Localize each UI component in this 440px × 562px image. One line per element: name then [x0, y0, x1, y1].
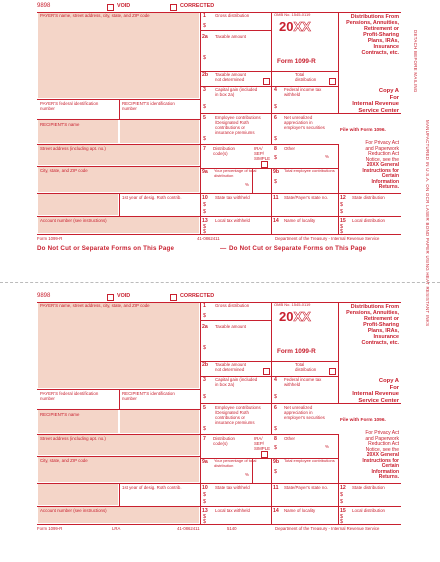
box8-label: Other — [284, 146, 295, 151]
payer-name-label: PAYER'S name, street address, city, state, and ZIP code — [40, 303, 150, 308]
box10-label: State tax withheld — [215, 485, 250, 490]
corrected-checkbox[interactable] — [170, 4, 177, 11]
roth-year-label: 1st year of desig. Roth contrib. — [122, 485, 182, 490]
ira-checkbox[interactable] — [261, 161, 268, 168]
void-checkbox[interactable] — [107, 4, 114, 11]
dept-treasury: Department of the Treasury - Internal Revenue Service — [275, 526, 380, 531]
copy-label: Copy A For Internal Revenue Service Center — [352, 88, 399, 114]
form-title: Distributions From Pensions, Annuities, Retirement or Profit-Sharing Plans, IRAs, Insurance Contracts, etc. — [346, 304, 399, 346]
payer-tin-label: PAYER'S federal identification number — [40, 391, 99, 401]
manufactured-note: MANUFACTURED IN U.S.A. ON OCR LASER BOND PAPER USING HEAT RESISTANT INKS — [425, 120, 430, 327]
city-state-zip-label: City, state, and ZIP code — [40, 458, 88, 463]
box3-label: Capital gain (included in box 2a) — [215, 87, 258, 97]
box10-label: State tax withheld — [215, 195, 250, 200]
box15-label: Local distribution — [352, 218, 385, 223]
box9b-label: Total employee contributions — [284, 458, 335, 463]
file-with-label: File with Form 1096. — [340, 418, 386, 423]
privacy-instructions: For Privacy Act and Paperwork Reduction Act Notice, see the — [365, 140, 399, 163]
box5-label: Employee contributions /Designated Roth contributions or insurance premiums — [215, 115, 261, 135]
general-instructions: 20XX General Instructions for Certain Information Returns. — [362, 452, 399, 481]
box15-label: Local distribution — [352, 508, 385, 513]
box2b-total-label: Total distribution — [295, 362, 317, 372]
box5-label: Employee contributions /Designated Roth contributions or insurance premiums — [215, 405, 261, 425]
control-number: 9898 — [37, 3, 51, 9]
total-distribution-checkbox[interactable] — [329, 78, 336, 85]
void-checkbox[interactable] — [107, 294, 114, 301]
privacy-instructions: For Privacy Act and Paperwork Reduction Act Notice, see the — [365, 430, 399, 453]
payer-tin-label: PAYER'S federal identification number — [40, 101, 99, 111]
street-address-label: Street address (including apt. no.) — [40, 436, 106, 441]
box4-label: Federal income tax withheld — [284, 87, 322, 97]
form-title: Distributions From Pensions, Annuities, Retirement or Profit-Sharing Plans, IRAs, Insurance Contracts, etc. — [346, 14, 399, 56]
box3-label: Capital gain (included in box 2a) — [215, 377, 258, 387]
form-1099r-top: 9898 VOID CORRECTED PAYER'S name, street address, city, state, and ZIP code 1 Gross distribution $ OMB No. 1545-0119 20XX 2a Taxable amount $ Form 1099-R Distributions From Pensions, Annuities, Retirement or Profit-Sharing Plans, IRAs, Insurance Contracts, etc. 2b Taxable amount not determined Total distribution PAYER'S federal identification number RECIPIENT'S identification number 3 Capital gain (included in box 2a) $ 4 Federal income tax withheld $ Copy A For Internal Revenue Service Center File with Form 1096. RECIPIENT'S name 5 Employee contributions /Designated Roth contributions or insurance premiums $ 6 Net unrealized appreciation in employer's securities $ For Privacy Act and Paperwork Reduction Act Notice, see the 20XX General Instructions for Certain Information Returns. Street address (including apt. no.) 7 Distribution code(s) IRA/ SEP/ SIMPLE 8 Other $ % City, state, and ZIP code 9a Your percentage of total distribution % 9b Total employee contributions $ 1st year of desig. Roth contrib. 10 State tax withheld $ $ 11 State/Payer's state no. 12 State distribution $ $ Account number (see instructions) 13 Local tax withheld $ $ 14 Name of locality 15 Local distribution $ $ Form 1099-R 41-0862411 Department of the Treasury - Internal Revenue Service Do Not Cut or Separate Forms on This Page Do Not Cut or Separate Forms on This Page — — [37, 3, 399, 252]
box8-label: Other — [284, 436, 295, 441]
omb-number: OMB No. 1545-0119 — [274, 12, 311, 17]
box2a-label: Taxable amount — [215, 324, 246, 329]
box2b-taxable-label: Taxable amount not determined — [215, 72, 246, 82]
recipient-tin-label: RECIPIENT'S identification number — [122, 101, 175, 111]
taxable-not-determined-checkbox[interactable] — [263, 78, 270, 85]
detach-note: DETACH BEFORE MAILING — [413, 30, 418, 93]
total-distribution-checkbox[interactable] — [329, 368, 336, 375]
lra-code: LRA — [112, 526, 121, 531]
void-label: VOID — [117, 293, 131, 299]
tax-year: 20XX — [279, 309, 311, 324]
box13-label: Local tax withheld — [215, 508, 250, 513]
taxable-not-determined-checkbox[interactable] — [263, 368, 270, 375]
corrected-label: CORRECTED — [180, 3, 215, 9]
recipient-name-label: RECIPIENT'S name — [40, 412, 80, 417]
general-instructions: 20XX General Instructions for Certain Information Returns. — [362, 162, 399, 191]
street-address-label: Street address (including apt. no.) — [40, 146, 106, 151]
box2a-label: Taxable amount — [215, 34, 246, 39]
box9a-label: Your percentage of total distribution — [214, 168, 257, 178]
box12-label: State distribution — [352, 485, 385, 490]
form-1099r-bottom: 9898 VOID CORRECTED PAYER'S name, street address, city, state, and ZIP code 1 Gross distribution $ OMB No. 1545-0119 20XX 2a Taxable amount $ Form 1099-R Distributions From Pensions, Annuities, Retirement or Profit-Sharing Plans, IRAs, Insurance Contracts, etc. 2b Taxable amount not determined Total distribution PAYER'S federal identification number RECIPIENT'S identification number 3 Capital gain (included in box 2a) $ 4 Federal income tax withheld $ Copy A For Internal Revenue Service Center File with Form 1096. RECIPIENT'S name 5 Employee contributions /Designated Roth contributions or insurance premiums $ 6 Net unrealized appreciation in employer's securities $ For Privacy Act and Paperwork Reduction Act Notice, see the 20XX General Instructions for Certain Information Returns. Street address (including apt. no.) 7 Distribution code(s) IRA/ SEP/ SIMPLE 8 Other $ % City, state, and ZIP code 9a Your percentage of total distribution % 9b Total employee contributions $ 1st year of desig. Roth contrib. 10 State tax withheld $ $ 11 State/Payer's state no. 12 State distribution $ $ Account number (see instructions) 13 Local tax withheld $ $ 14 Name of locality 15 Local distribution $ $ Form 1099-R LRA 41-0862411 5140 Department of the Treasury - Internal Revenue Service — [37, 293, 399, 531]
account-number-label: Account number (see instructions) — [40, 508, 107, 513]
copy-label: Copy A For Internal Revenue Service Center — [352, 378, 399, 404]
form-name: Form 1099-R — [277, 58, 316, 65]
payer-name-label: PAYER'S name, street address, city, state, and ZIP code — [40, 13, 150, 18]
void-label: VOID — [117, 3, 131, 9]
ira-sep-simple-label: IRA/ SEP/ SIMPLE — [254, 146, 271, 161]
box11-label: State/Payer's state no. — [284, 195, 329, 200]
corrected-checkbox[interactable] — [170, 294, 177, 301]
box1-label: Gross distribution — [215, 13, 250, 18]
box9b-label: Total employee contributions — [284, 168, 335, 173]
catalog-number: 41-0862411 — [197, 236, 220, 241]
form-name: Form 1099-R — [277, 348, 316, 355]
do-not-cut-right: Do Not Cut or Separate Forms on This Page — [229, 245, 367, 252]
box12-label: State distribution — [352, 195, 385, 200]
city-state-zip-label: City, state, and ZIP code — [40, 168, 88, 173]
box14-label: Name of locality — [284, 508, 316, 513]
form-footer-name: Form 1099-R — [37, 236, 63, 241]
box14-label: Name of locality — [284, 218, 316, 223]
omb-number: OMB No. 1545-0119 — [274, 302, 311, 307]
catalog-number: 41-0862411 — [177, 526, 200, 531]
account-number-label: Account number (see instructions) — [40, 218, 107, 223]
box1-label: Gross distribution — [215, 303, 250, 308]
box7-label: Distribution code(s) — [213, 146, 235, 156]
roth-year-label: 1st year of desig. Roth contrib. — [122, 195, 182, 200]
product-code: 5140 — [227, 526, 237, 531]
recipient-name-label: RECIPIENT'S name — [40, 122, 80, 127]
box2b-taxable-label: Taxable amount not determined — [215, 362, 246, 372]
perforation-line — [0, 282, 440, 283]
box7-label: Distribution code(s) — [213, 436, 235, 446]
corrected-label: CORRECTED — [180, 293, 215, 299]
file-with-label: File with Form 1096. — [340, 128, 386, 133]
recipient-tin-label: RECIPIENT'S identification number — [122, 391, 175, 401]
control-number: 9898 — [37, 293, 51, 299]
box6-label: Net unrealized appreciation in employer's securities — [284, 115, 325, 130]
box9a-label: Your percentage of total distribution — [214, 458, 257, 468]
ira-checkbox[interactable] — [261, 451, 268, 458]
tax-year: 20XX — [279, 19, 311, 34]
do-not-cut-left: Do Not Cut or Separate Forms on This Page — [37, 245, 175, 252]
box11-label: State/Payer's state no. — [284, 485, 329, 490]
box2b-total-label: Total distribution — [295, 72, 317, 82]
box4-label: Federal income tax withheld — [284, 377, 322, 387]
box6-label: Net unrealized appreciation in employer's securities — [284, 405, 325, 420]
box13-label: Local tax withheld — [215, 218, 250, 223]
dept-treasury: Department of the Treasury - Internal Revenue Service — [275, 236, 380, 241]
ira-sep-simple-label: IRA/ SEP/ SIMPLE — [254, 436, 271, 451]
form-footer-name: Form 1099-R — [37, 526, 63, 531]
